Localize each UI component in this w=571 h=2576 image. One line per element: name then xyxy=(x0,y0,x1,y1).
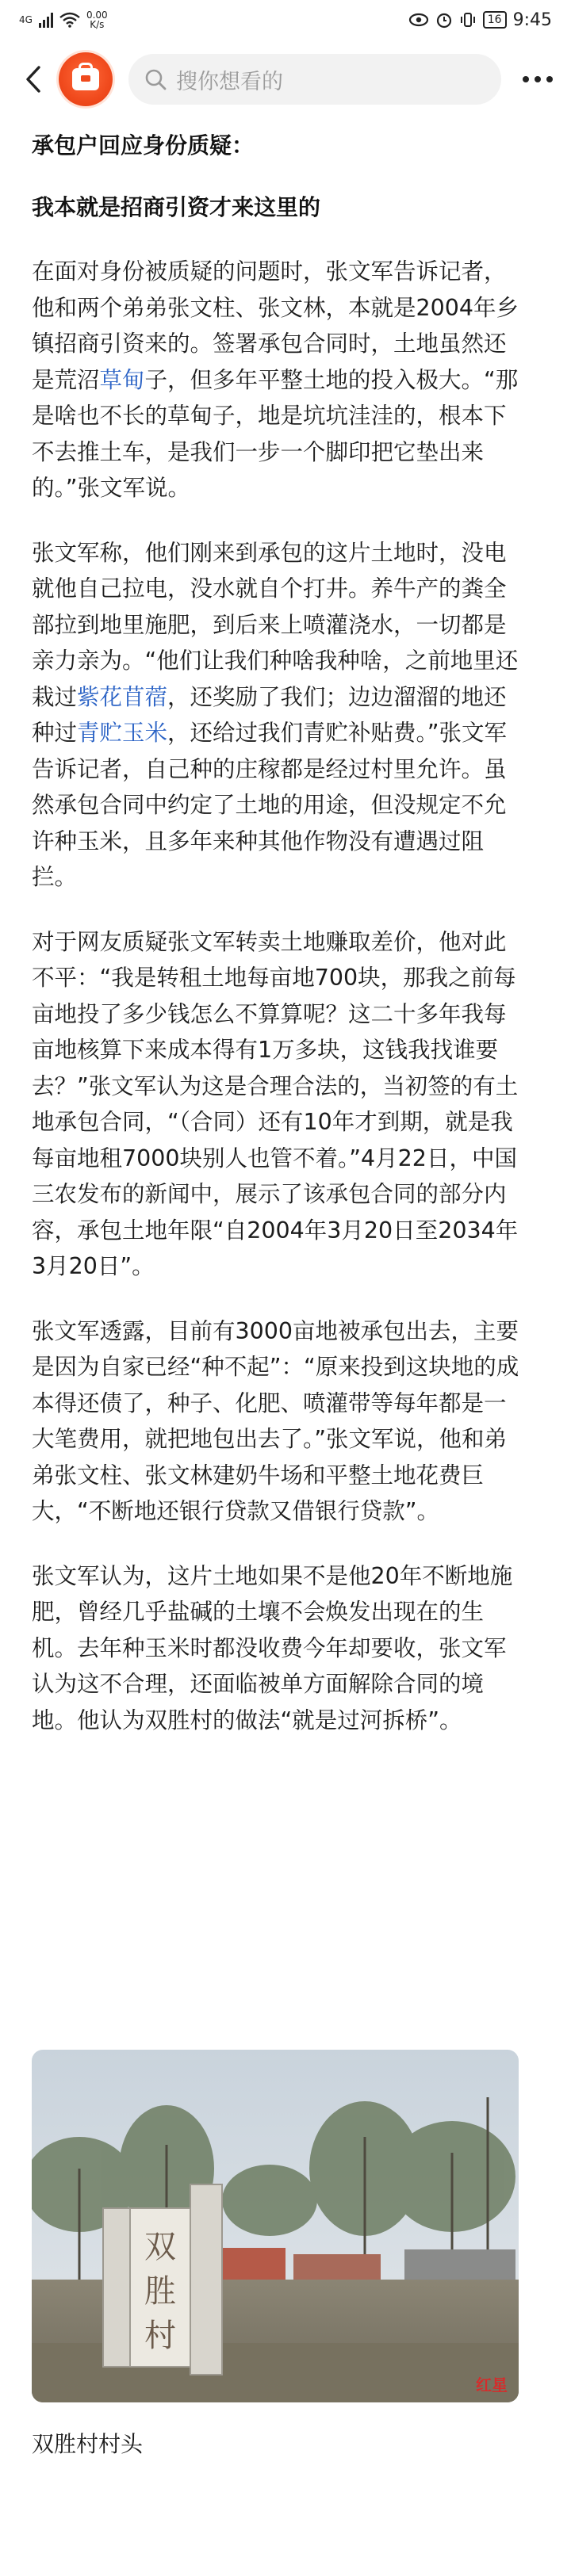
net-speed-unit: K/s xyxy=(90,19,105,30)
net-speed-value: 0.00 xyxy=(86,10,108,21)
paragraph-2 xyxy=(32,535,527,896)
briefcase-icon xyxy=(72,68,99,90)
app-logo[interactable] xyxy=(59,52,113,106)
keyword-link-caodian[interactable]: 草甸 xyxy=(99,366,145,393)
more-dots-icon xyxy=(522,75,554,83)
sign-char-1: 双 xyxy=(144,2229,176,2265)
network-type xyxy=(19,15,33,25)
net-speed xyxy=(86,10,108,29)
status-right xyxy=(408,10,552,30)
network-label: 4G xyxy=(19,14,33,25)
back-button[interactable] xyxy=(16,55,51,103)
search-icon xyxy=(144,68,167,90)
paragraph-2-text-a: 张文军称，他们刚来到承包的这片土地时，没电就他自己拉电，没水就自个打井。养牛产的粪全部拉到地里施肥，到后来上喷灌浇水，一切都是亲力亲为。“他们让我们种啥我种啥，之前地里还栽过 xyxy=(32,539,519,710)
vibrate-icon xyxy=(459,11,477,29)
keyword-link-alfalfa[interactable]: 紫花苜蓿 xyxy=(77,683,168,710)
section-heading: 承包户回应身份质疑： xyxy=(32,132,255,159)
sign-char-2: 胜 xyxy=(144,2273,176,2310)
village-entrance-image xyxy=(32,2050,519,2402)
paragraph-5: 张文军认为，这片土地如果不是他20年不断地施肥，曾经几乎盐碱的土壤不会焕发出现在的生机。去年种玉米时都没收费今年却要收，张文军认为这不合理，还面临被单方面解除合同的境地。他认为双胜村的做法“就是过河拆桥”。 xyxy=(32,1562,513,1733)
search-bar[interactable] xyxy=(128,54,501,105)
wifi-icon xyxy=(59,12,80,28)
section-subheading: 我本就是招商引资才来这里的 xyxy=(32,194,321,220)
paragraph-4: 张文军透露，目前有3000亩地被承包出去，主要是因为自家已经“种不起”：“原来投到这块地的成本得还债了，种子、化肥、喷灌带等每年都是一大笔费用，就把地包出去了。”张文军说，他和弟弟张文柱、张文林建奶牛场和平整土地花费巨大，“不断地还银行贷款又借银行贷款”。 xyxy=(32,1317,519,1524)
paragraph-3: 对于网友质疑张文军转卖土地赚取差价，他对此不平：“我是转租土地每亩地700块，那我之前每亩地投了多少钱怎么不算算呢？这二十多年我每亩地核算下来成本得有1万多块，这钱我找谁要去？”张文军认为这是合理合法的，当初签的有土地承包合同，“（合同）还有10年才到期，就是我每亩地租7000块别人也管不着。”4月22日，中国三农发布的新闻中，展示了该承包合同的部分内容，承包土地年限“自2004年3月20日至2034年3月20日”。 xyxy=(32,928,519,1279)
keyword-link-silage-corn[interactable]: 青贮玉米 xyxy=(77,720,168,746)
top-nav xyxy=(0,41,571,117)
watermark-logo: 红星 xyxy=(476,2375,508,2394)
clock: 9:45 xyxy=(512,10,552,30)
search-placeholder: 搜你想看的 xyxy=(176,69,283,94)
chevron-left-icon xyxy=(25,65,42,94)
signal-icon xyxy=(39,12,53,28)
paragraph-1 xyxy=(32,254,527,506)
status-left xyxy=(19,10,108,29)
status-bar xyxy=(0,0,571,40)
paragraph-1-text: 在面对身份被质疑的问题时，张文军告诉记者，他和两个弟弟张文柱、张文林，本就是2004年乡镇招商引资来的。签署承包合同时，土地虽然还是荒沼 xyxy=(32,258,519,393)
sign-char-3: 村 xyxy=(144,2318,176,2354)
paragraph-2-text-b: ，还奖励了我们；边边溜溜的地还种过 xyxy=(32,683,507,746)
battery-icon: 16 xyxy=(483,11,507,29)
article-body xyxy=(32,127,527,1738)
article-photo[interactable] xyxy=(32,2050,519,2402)
paragraph-2-text-c: ，还给过我们青贮补贴费。”张文军告诉记者，自己种的庄稼都是经过村里允许。虽然承包合同中约定了土地的用途，但没规定不允许种玉米，且多年来种其他作物没有遭遇过阻拦。 xyxy=(32,720,508,890)
more-button[interactable] xyxy=(520,55,555,103)
alarm-icon xyxy=(435,11,453,29)
eye-icon xyxy=(408,13,429,27)
photo-caption: 双胜村村头 xyxy=(32,2431,144,2457)
paragraph-1-text-rest: 子，但多年平整土地的投入极大。“那是啥也不长的草甸子，地是坑坑洼洼的，根本下不去推土车，是我们一步一个脚印把它垫出来的。”张文军说。 xyxy=(32,366,519,501)
